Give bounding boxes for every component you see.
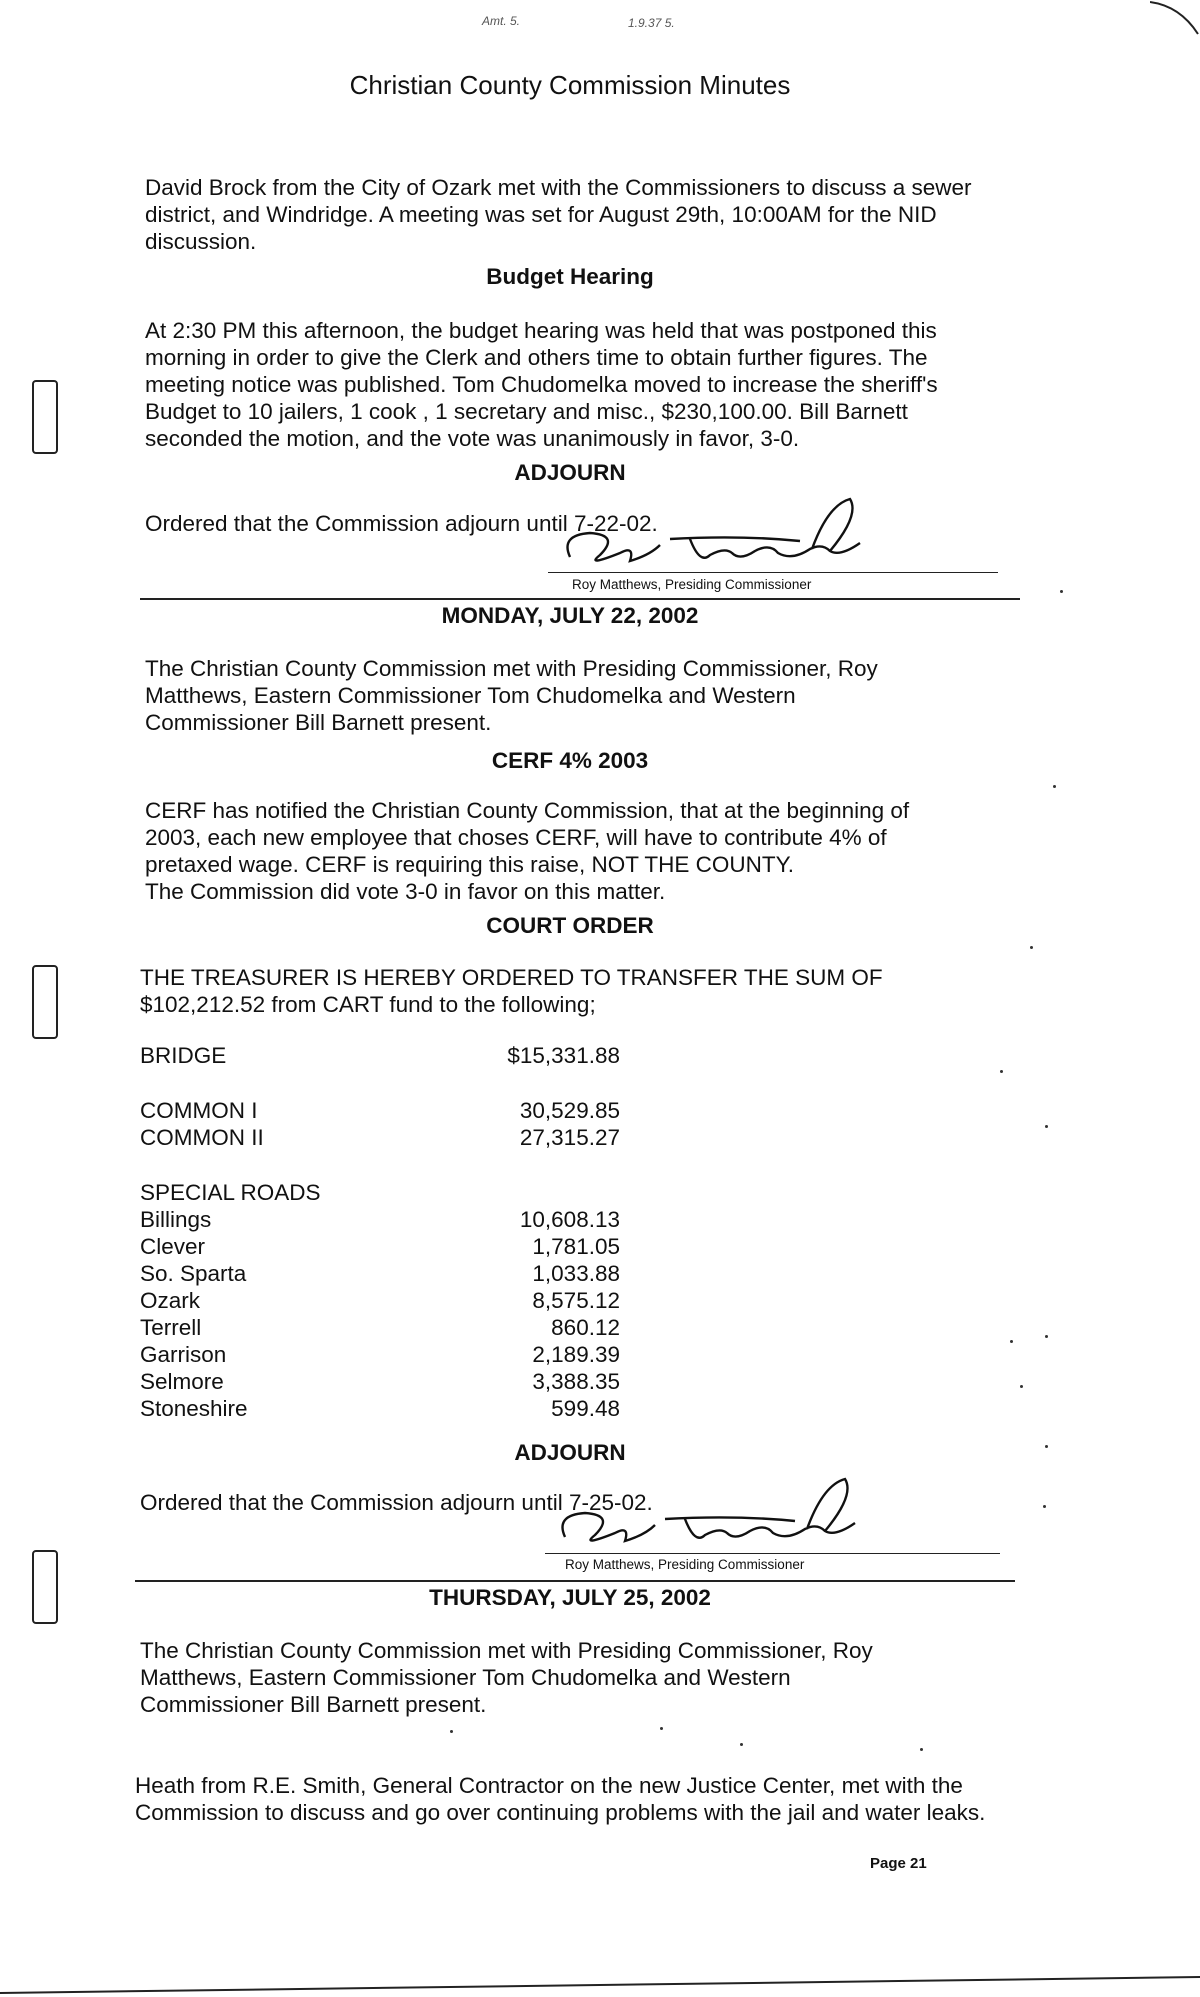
fund-name: Selmore: [140, 1369, 224, 1394]
adjourn-heading-1: ADJOURN: [514, 460, 626, 485]
court-order-heading: COURT ORDER: [486, 913, 654, 938]
punch-hole: [32, 1550, 58, 1624]
table-row: [140, 1043, 620, 1070]
scan-speck: [920, 1748, 923, 1751]
table-row: [140, 1342, 620, 1369]
cerf-text-line: CERF has notified the Christian County Commission, that at the beginning of: [145, 798, 910, 823]
fund-amount: 860.12: [551, 1315, 620, 1340]
adjourn-text-2: Ordered that the Commission adjourn until 7-25-02.: [140, 1490, 653, 1515]
adjourn-text-1: Ordered that the Commission adjourn until 7-22-02.: [145, 511, 658, 536]
fund-name: So. Sparta: [140, 1261, 247, 1286]
signature-caption: Roy Matthews, Presiding Commissioner: [565, 1557, 805, 1572]
fund-name: BRIDGE: [140, 1043, 227, 1068]
scan-speck: [1045, 1445, 1048, 1448]
intro-paragraph: David Brock from the City of Ozark met with the Commissioners to discuss a sewer district, and Windridge. A meeting was set for August 29th, 10:00AM for the NID discussion.: [145, 175, 972, 254]
section-divider: [135, 1580, 1015, 1582]
fund-amount: 1,781.05: [532, 1234, 620, 1259]
monday-heading: MONDAY, JULY 22, 2002: [441, 603, 699, 628]
fund-amount: $15,331.88: [507, 1043, 620, 1068]
fund-name: COMMON I: [140, 1098, 258, 1123]
punch-hole: [32, 965, 58, 1039]
fund-amount: 2,189.39: [532, 1342, 620, 1367]
table-row: [140, 1315, 620, 1342]
page-title: Christian County Commission Minutes: [349, 70, 791, 100]
adjourn-heading-2: ADJOURN: [514, 1440, 626, 1465]
scan-speck: [1053, 785, 1056, 788]
signature-line: [545, 1553, 1000, 1554]
page-corner-mark: [1150, 0, 1200, 40]
fund-amount: 30,529.85: [519, 1098, 620, 1123]
scan-speck: [1043, 1505, 1046, 1508]
fund-name: Garrison: [140, 1342, 227, 1367]
scan-speck: [1010, 1340, 1013, 1343]
court-order-text: THE TREASURER IS HEREBY ORDERED TO TRANSFER THE SUM OF $102,212.52 from CART fund to the following;: [140, 965, 883, 1017]
fund-name: Clever: [140, 1234, 206, 1259]
scan-speck: [1020, 1385, 1023, 1388]
fund-amount: 10,608.13: [519, 1207, 620, 1232]
scan-speck: [450, 1730, 453, 1733]
fund-amount: 599.48: [551, 1396, 620, 1421]
handwritten-mark: Amt. 5.: [482, 14, 521, 28]
fund-amount: 27,315.27: [519, 1125, 620, 1150]
scan-speck: [1045, 1125, 1048, 1128]
fund-amount: 1,033.88: [532, 1261, 620, 1286]
section-divider: [140, 598, 1020, 600]
fund-name: COMMON II: [140, 1125, 264, 1150]
table-row: [140, 1180, 620, 1207]
scan-speck: [660, 1727, 663, 1730]
table-row: [140, 1098, 620, 1125]
signature-caption: Roy Matthews, Presiding Commissioner: [572, 577, 812, 592]
cerf-text-line: 2003, each new employee that choses CERF, will have to contribute 4% of: [145, 825, 887, 850]
budget-hearing-text: At 2:30 PM this afternoon, the budget hearing was held that was postponed this morning in order to give the Clerk and others time to obtain further figures. The meeting notice was published. Tom Chudomelka moved to increase the sheriff's Budget to 10 jailers, 1 cook , 1 secretary and misc., $230,100.00. Bill Barnett seconded the motion, and the vote was unanimously in favor, 3-0.: [145, 318, 938, 451]
thursday-heading: THURSDAY, JULY 25, 2002: [429, 1585, 711, 1610]
monday-text: The Christian County Commission met with Presiding Commissioner, Roy Matthews, Eastern Commissioner Tom Chudomelka and Western Commissioner Bill Barnett present.: [145, 656, 878, 735]
table-row: [140, 1288, 620, 1315]
table-row: [140, 1207, 620, 1234]
fund-name: SPECIAL ROADS: [140, 1180, 321, 1205]
fund-name: Ozark: [140, 1288, 201, 1313]
scan-edge: [0, 1975, 1200, 1997]
fund-name: Stoneshire: [140, 1396, 248, 1421]
handwritten-mark: 1.9.37 5.: [628, 16, 675, 30]
signature-roy-matthews: [555, 1475, 915, 1565]
table-row: [140, 1369, 620, 1396]
table-row: [140, 1396, 620, 1423]
table-row: [140, 1125, 620, 1152]
budget-hearing-heading: Budget Hearing: [486, 264, 654, 289]
scan-speck: [1045, 1335, 1048, 1338]
fund-name: Terrell: [140, 1315, 202, 1340]
cerf-text-line: The Commission did vote 3-0 in favor on this matter.: [145, 879, 666, 904]
scan-speck: [1030, 946, 1033, 949]
fund-amount: 3,388.35: [532, 1369, 620, 1394]
cerf-heading: CERF 4% 2003: [491, 748, 649, 773]
cerf-text-line: pretaxed wage. CERF is requiring this raise, NOT THE COUNTY.: [145, 852, 794, 877]
thursday-text: The Christian County Commission met with Presiding Commissioner, Roy Matthews, Eastern Commissioner Tom Chudomelka and Western Commissioner Bill Barnett present.: [140, 1638, 873, 1717]
table-row: [140, 1261, 620, 1288]
fund-name: Billings: [140, 1207, 212, 1232]
scan-speck: [1060, 590, 1063, 593]
punch-hole: [32, 380, 58, 454]
scan-speck: [1000, 1070, 1003, 1073]
cerf-text: [145, 797, 1005, 905]
signature-line: [548, 572, 998, 573]
closing-paragraph: Heath from R.E. Smith, General Contractor on the new Justice Center, met with the Commission to discuss and go over continuing problems with the jail and water leaks.: [135, 1773, 986, 1825]
page-number: Page 21: [870, 1855, 927, 1872]
table-row: [140, 1234, 620, 1261]
scan-speck: [740, 1743, 743, 1746]
fund-amount: 8,575.12: [532, 1288, 620, 1313]
